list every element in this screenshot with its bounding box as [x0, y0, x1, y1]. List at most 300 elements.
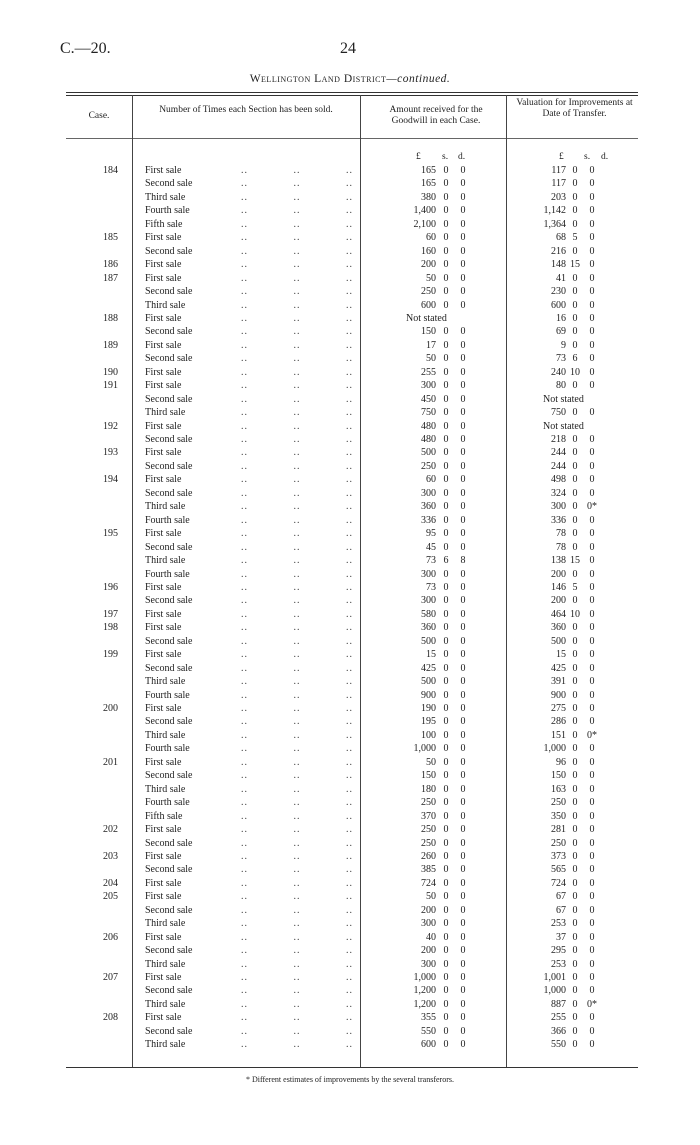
case-number: 195 [103, 528, 118, 540]
valuation-not-stated: Not stated [543, 393, 584, 405]
valuation-shillings: 0 [572, 972, 578, 983]
valuation-shillings: 0 [572, 326, 578, 338]
goodwill-shillings: 0 [443, 891, 449, 903]
case-number: 188 [103, 312, 118, 324]
valuation-shillings: 0 [572, 622, 578, 634]
valuation-shillings: 0 [572, 205, 578, 217]
sale-label: Second sale [145, 393, 193, 405]
sale-label: Third sale [145, 1039, 186, 1051]
leader-dots [241, 689, 353, 702]
goodwill-pounds: 100 [421, 729, 436, 741]
leader-dot: .. [293, 635, 301, 647]
leader-dot: .. [241, 366, 248, 378]
table-row [66, 487, 638, 500]
leader-dot: .. [241, 568, 248, 580]
valuation-shillings: 0 [572, 541, 578, 553]
table-row [66, 958, 638, 971]
valuation-pounds: 200 [551, 568, 566, 580]
valuation-pounds: 117 [551, 165, 566, 176]
leader-dot: .. [346, 299, 353, 311]
table-row [66, 850, 638, 863]
leader-dot: .. [241, 958, 248, 970]
goodwill-pence: 0 [460, 380, 466, 392]
goodwill-shillings: 0 [443, 460, 449, 472]
valuation-pounds: 250 [551, 837, 566, 849]
valuation-pounds: 73 [556, 353, 566, 365]
leader-dot: .. [346, 824, 353, 836]
goodwill-pence: 0 [460, 891, 466, 903]
leader-dot: .. [241, 864, 248, 876]
valuation-pounds: 1,000 [543, 743, 566, 755]
table-row [66, 594, 638, 607]
goodwill-pence: 0 [460, 824, 466, 836]
leader-dot: .. [293, 676, 301, 688]
leader-dot: .. [346, 205, 353, 217]
table-row [66, 581, 638, 594]
leader-dots [241, 191, 353, 204]
sale-label: Second sale [145, 635, 193, 647]
valuation-pence: 0 [589, 245, 595, 257]
valuation-pence: 0* [587, 501, 597, 513]
valuation-shillings: 15 [570, 555, 580, 567]
sale-label: Second sale [145, 1025, 193, 1037]
goodwill-shillings: 0 [443, 783, 449, 795]
goodwill-shillings: 0 [443, 1025, 449, 1037]
goodwill-shillings: 0 [443, 649, 449, 661]
leader-dot: .. [241, 662, 248, 674]
valuation-shillings: 5 [572, 581, 578, 593]
leader-dots [241, 931, 353, 944]
leader-dot: .. [346, 837, 353, 849]
leader-dot: .. [346, 501, 353, 513]
leader-dot: .. [241, 447, 248, 459]
valuation-pence: 0 [589, 380, 595, 392]
valuation-pounds: 68 [556, 232, 566, 244]
goodwill-pence: 0 [460, 770, 466, 782]
leader-dots [241, 568, 353, 581]
goodwill-pence: 0 [460, 1012, 466, 1024]
valuation-pounds: 565 [551, 864, 566, 876]
valuation-shillings: 0 [572, 245, 578, 257]
leader-dot: .. [346, 743, 353, 755]
goodwill-pounds: 195 [421, 716, 436, 728]
valuation-pence: 0 [589, 555, 595, 567]
table-row [66, 231, 638, 244]
leader-dots [241, 837, 353, 850]
leader-dot: .. [241, 555, 248, 567]
valuation-shillings: 0 [572, 595, 578, 607]
valuation-pounds: 360 [551, 622, 566, 634]
goodwill-shillings: 0 [443, 326, 449, 338]
valuation-pence: 0 [589, 568, 595, 580]
goodwill-shillings: 0 [443, 339, 449, 351]
leader-dot: .. [241, 272, 248, 284]
goodwill-pence: 0 [460, 474, 466, 486]
leader-dot: .. [293, 649, 301, 661]
leader-dots [241, 393, 353, 406]
sale-label: First sale [145, 581, 182, 593]
valuation-pounds: 78 [556, 541, 566, 553]
leader-dots [241, 715, 353, 728]
valuation-pence: 0 [589, 931, 595, 943]
goodwill-pounds: 150 [421, 770, 436, 782]
leader-dots [241, 662, 353, 675]
goodwill-pounds: 480 [421, 420, 436, 432]
leader-dots [241, 850, 353, 863]
valuation-shillings: 10 [570, 366, 580, 378]
table-row [66, 218, 638, 231]
goodwill-pounds: 1,200 [413, 985, 436, 997]
valuation-pence: 0 [589, 339, 595, 351]
table-row [66, 272, 638, 285]
leader-dot: .. [241, 689, 248, 701]
goodwill-pence: 0 [460, 434, 466, 445]
leader-dot: .. [241, 407, 248, 419]
sale-label: Second sale [145, 662, 193, 674]
sale-label: Fourth sale [145, 205, 190, 217]
leader-dots [241, 272, 353, 285]
table-row [66, 756, 638, 769]
goodwill-shillings: 0 [443, 447, 449, 459]
case-number: 197 [103, 608, 118, 620]
valuation-pence: 0 [589, 581, 595, 593]
leader-dots [241, 433, 353, 446]
goodwill-pounds: 600 [421, 1039, 436, 1051]
goodwill-shillings: 0 [443, 662, 449, 674]
leader-dot: .. [293, 366, 301, 378]
leader-dot: .. [241, 420, 248, 432]
leader-dot: .. [241, 1012, 248, 1024]
valuation-pence: 0 [589, 676, 595, 688]
leader-dot: .. [241, 595, 248, 607]
case-number: 193 [103, 447, 118, 459]
leader-dots [241, 366, 353, 379]
goodwill-pence: 0 [460, 662, 466, 674]
valuation-shillings: 0 [572, 689, 578, 701]
sale-label: Third sale [145, 918, 186, 930]
leader-dots [241, 756, 353, 769]
valuation-shillings: 0 [572, 380, 578, 392]
valuation-pounds: 253 [551, 918, 566, 930]
valuation-pounds: 275 [551, 703, 566, 714]
valuation-pence: 0 [589, 595, 595, 607]
leader-dots [241, 769, 353, 782]
sale-label: Second sale [145, 245, 193, 257]
goodwill-pence: 0 [460, 649, 466, 661]
table-row [66, 500, 638, 513]
goodwill-shillings: 0 [443, 272, 449, 284]
table-row [66, 715, 638, 728]
leader-dot: .. [293, 312, 301, 324]
leader-dot: .. [241, 299, 248, 311]
goodwill-pounds: 2,100 [413, 218, 436, 230]
leader-dots [241, 379, 353, 392]
leader-dots [241, 1038, 353, 1051]
goodwill-shillings: 0 [443, 259, 449, 271]
leader-dot: .. [346, 312, 353, 324]
goodwill-pounds: 360 [421, 501, 436, 513]
valuation-pence: 0 [589, 312, 595, 324]
goodwill-pounds: 250 [421, 286, 436, 298]
goodwill-shillings: 0 [443, 581, 449, 593]
goodwill-pounds: 180 [421, 783, 436, 795]
valuation-pence: 0 [589, 703, 595, 714]
valuation-pence: 0 [589, 541, 595, 553]
goodwill-pounds: 300 [421, 595, 436, 607]
goodwill-pounds: 160 [421, 245, 436, 257]
goodwill-shillings: 0 [443, 191, 449, 203]
leader-dot: .. [346, 165, 353, 176]
leader-dots [241, 729, 353, 742]
valuation-pounds: 230 [551, 286, 566, 298]
valuation-shillings: 0 [572, 501, 578, 513]
goodwill-pence: 0 [460, 541, 466, 553]
valuation-pounds: 425 [551, 662, 566, 674]
sale-label: First sale [145, 608, 182, 620]
case-number: 191 [103, 380, 118, 392]
leader-dot: .. [346, 904, 353, 916]
leader-dot: .. [241, 824, 248, 836]
valuation-pounds: 138 [551, 555, 566, 567]
leader-dot: .. [241, 756, 248, 768]
table-row [66, 863, 638, 876]
goodwill-pence: 0 [460, 756, 466, 768]
goodwill-pounds: 480 [421, 434, 436, 445]
goodwill-shillings: 0 [443, 299, 449, 311]
leader-dot: .. [241, 850, 248, 862]
valuation-pence: 0 [589, 205, 595, 217]
leader-dots [241, 917, 353, 930]
valuation-shillings: 0 [572, 743, 578, 755]
leader-dot: .. [346, 918, 353, 930]
leader-dot: .. [293, 824, 301, 836]
valuation-pence: 0 [589, 810, 595, 822]
leader-dots [241, 1025, 353, 1038]
valuation-pence: 0 [589, 824, 595, 836]
goodwill-pence: 0 [460, 232, 466, 244]
valuation-pounds: 80 [556, 380, 566, 392]
leader-dot: .. [293, 487, 301, 499]
goodwill-shillings: 0 [443, 353, 449, 365]
leader-dot: .. [346, 972, 353, 983]
sale-label: First sale [145, 649, 182, 661]
sale-label: Third sale [145, 555, 186, 567]
leader-dot: .. [241, 501, 248, 513]
leader-dots [241, 514, 353, 527]
case-number: 202 [103, 824, 118, 836]
goodwill-shillings: 0 [443, 756, 449, 768]
leader-dot: .. [346, 218, 353, 230]
valuation-shillings: 0 [572, 958, 578, 970]
valuation-pence: 0 [589, 837, 595, 849]
valuation-shillings: 0 [572, 877, 578, 889]
table-title [0, 73, 700, 85]
table-row [66, 702, 638, 715]
sale-label: Second sale [145, 864, 193, 876]
sale-label: First sale [145, 891, 182, 903]
goodwill-pounds: 95 [426, 528, 436, 540]
case-number: 203 [103, 850, 118, 862]
leader-dots [241, 527, 353, 540]
sale-label: First sale [145, 339, 182, 351]
leader-dot: .. [241, 985, 248, 997]
leader-dot: .. [241, 259, 248, 271]
sale-label: Second sale [145, 460, 193, 472]
valuation-pence: 0 [589, 460, 595, 472]
goodwill-pounds: 260 [421, 850, 436, 862]
valuation-shillings: 0 [572, 931, 578, 943]
valuation-pounds: 148 [551, 259, 566, 271]
leader-dot: .. [241, 312, 248, 324]
leader-dot: .. [241, 286, 248, 298]
sale-label: Fourth sale [145, 797, 190, 809]
valuation-pence: 0 [589, 689, 595, 701]
goodwill-shillings: 0 [443, 178, 449, 190]
table-row [66, 352, 638, 365]
table-row [66, 446, 638, 459]
goodwill-shillings: 0 [443, 972, 449, 983]
goodwill-pounds: 250 [421, 824, 436, 836]
goodwill-shillings: 0 [443, 743, 449, 755]
leader-dot: .. [346, 716, 353, 728]
table-row [66, 931, 638, 944]
table-row [66, 984, 638, 997]
goodwill-pence: 0 [460, 191, 466, 203]
sale-label: Second sale [145, 286, 193, 298]
leader-dot: .. [293, 918, 301, 930]
goodwill-pence: 0 [460, 608, 466, 620]
leader-dots [241, 420, 353, 433]
table-row [66, 608, 638, 621]
goodwill-pence: 0 [460, 850, 466, 862]
goodwill-pence: 0 [460, 1039, 466, 1051]
sale-label: First sale [145, 622, 182, 634]
leader-dot: .. [293, 756, 301, 768]
goodwill-pounds: 50 [426, 272, 436, 284]
sale-label: First sale [145, 474, 182, 486]
leader-dot: .. [346, 797, 353, 809]
goodwill-shillings: 0 [443, 810, 449, 822]
leader-dot: .. [293, 474, 301, 486]
leader-dot: .. [241, 541, 248, 553]
leader-dot: .. [346, 393, 353, 405]
valuation-shillings: 15 [570, 259, 580, 271]
valuation-shillings: 0 [572, 635, 578, 647]
valuation-pence: 0 [589, 635, 595, 647]
goodwill-shillings: 0 [443, 729, 449, 741]
sale-label: First sale [145, 528, 182, 540]
valuation-pounds: 96 [556, 756, 566, 768]
goodwill-pence: 0 [460, 945, 466, 957]
leader-dot: .. [346, 245, 353, 257]
leader-dot: .. [293, 165, 301, 176]
valuation-shillings: 0 [572, 460, 578, 472]
goodwill-shillings: 0 [443, 622, 449, 634]
leader-dot: .. [241, 460, 248, 472]
valuation-pence: 0 [589, 259, 595, 271]
valuation-pounds: 1,001 [543, 972, 566, 983]
valuation-shillings: 0 [572, 756, 578, 768]
leader-dot: .. [241, 165, 248, 176]
leader-dot: .. [241, 945, 248, 957]
leader-dots [241, 312, 353, 325]
sale-label: First sale [145, 272, 182, 284]
table-row [66, 729, 638, 742]
leader-dots [241, 904, 353, 917]
valuation-pence: 0 [589, 299, 595, 311]
leader-dot: .. [241, 205, 248, 217]
valuation-pence: 0 [589, 743, 595, 755]
goodwill-pounds: 165 [421, 178, 436, 190]
leader-dots [241, 594, 353, 607]
goodwill-pounds: 255 [421, 366, 436, 378]
leader-dot: .. [241, 743, 248, 755]
goodwill-pounds: 73 [426, 555, 436, 567]
valuation-shillings: 0 [572, 299, 578, 311]
goodwill-pounds: 200 [421, 259, 436, 271]
goodwill-pounds: 50 [426, 891, 436, 903]
goodwill-pence: 0 [460, 783, 466, 795]
valuation-pounds: 391 [551, 676, 566, 688]
valuation-pence: 0 [589, 770, 595, 782]
leader-dot: .. [346, 191, 353, 203]
header-rule [66, 138, 638, 139]
valuation-pence: 0 [589, 797, 595, 809]
goodwill-pounds: 750 [421, 407, 436, 419]
table-row [66, 204, 638, 217]
leader-dots [241, 554, 353, 567]
valuation-pence: 0 [589, 783, 595, 795]
table-row [66, 433, 638, 446]
leader-dot: .. [293, 555, 301, 567]
leader-dot: .. [346, 958, 353, 970]
valuation-pounds: 366 [551, 1025, 566, 1037]
goodwill-pounds: 1,000 [413, 743, 436, 755]
leader-dot: .. [241, 998, 248, 1010]
leader-dot: .. [346, 985, 353, 997]
leader-dot: .. [293, 837, 301, 849]
case-number: 186 [103, 259, 118, 271]
leader-dot: .. [346, 608, 353, 620]
valuation-pounds: 244 [551, 460, 566, 472]
leader-dot: .. [241, 393, 248, 405]
valuation-shilling-unit: s. [584, 152, 591, 162]
valuation-shillings: 0 [572, 864, 578, 876]
leader-dot: .. [241, 877, 248, 889]
leader-dots [241, 231, 353, 244]
goodwill-pounds: 900 [421, 689, 436, 701]
table-row [66, 299, 638, 312]
leader-dot: .. [346, 339, 353, 351]
sale-label: First sale [145, 1012, 182, 1024]
leader-dots [241, 863, 353, 876]
goodwill-pounds: 45 [426, 541, 436, 553]
leader-dot: .. [241, 1039, 248, 1051]
goodwill-pence: 0 [460, 393, 466, 405]
leader-dot: .. [346, 541, 353, 553]
leader-dot: .. [241, 837, 248, 849]
leader-dots [241, 877, 353, 890]
leader-dot: .. [241, 245, 248, 257]
leader-dot: .. [346, 568, 353, 580]
goodwill-shillings: 0 [443, 958, 449, 970]
valuation-shillings: 0 [572, 568, 578, 580]
goodwill-shillings: 0 [443, 998, 449, 1010]
leader-dot: .. [241, 729, 248, 741]
leader-dot: .. [346, 891, 353, 903]
sale-label: Third sale [145, 407, 186, 419]
document-reference: C.—20. [60, 40, 111, 57]
